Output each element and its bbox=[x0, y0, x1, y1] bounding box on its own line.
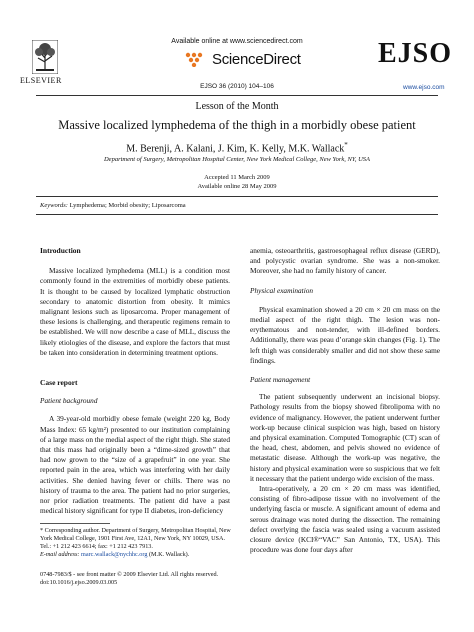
background-paragraph: A 39-year-old morbidly obese female (weight 220 kg, Body Mass Index: 65 kg/m²) presented to our institution complaining of a large mass on the medial aspect of the right thigh. She stated that this mass had originally been a “dime-sized growth” that had now grown to the “size of a grapefruit” in one year. She reported pain in the area, which was interfering with her daily activities. She denied having fever or chills. There was no history of trauma to the area. The patient had no prior surgeries, nor prior radiation treatments. The patient did have a past medical history significant for type II diabetes, iron-deficiency bbox=[40, 414, 230, 516]
management-paragraph-2: Intra-operatively, a 20 cm × 20 cm mass was identified, consisting of fibro-adipose tissue with no involvement of the underlying fascia or muscle. A significant amount of edema and serous drainage was noted during the dissection. The remaining defect overlying the fascia was sealed using a vacuum assisted closure device (KCI®“VAC” San Antonio, TX, USA). This procedure was done four days after bbox=[250, 484, 440, 555]
journal-citation: EJSO 36 (2010) 104–106 bbox=[200, 83, 274, 90]
available-online-link[interactable]: Available online at www.sciencedirect.com bbox=[171, 38, 303, 45]
section-label: Lesson of the Month bbox=[195, 101, 279, 112]
background-heading: Patient background bbox=[40, 396, 98, 406]
keywords bbox=[40, 202, 186, 209]
article-title: Massive localized lymphedema of the thigh in a morbidly obese patient bbox=[58, 118, 416, 132]
author-names: M. Berenji, A. Kalani, J. Kim, K. Kelly, M.K. Wallack bbox=[126, 143, 345, 155]
email-owner: (M.K. Wallack). bbox=[148, 551, 190, 558]
journal-url-link[interactable]: www.ejso.com bbox=[403, 84, 445, 91]
intro-paragraph: Massive localized lymphedema (MLL) is a condition most commonly found in the extremities of morbidly obese patients. It is thought to be caused by localized lymphatic obstruction secondary to anatomic distortion from obesity. It mimics malignant lesions such as liposarcoma. Proper management of these lesions is challenging, and therapeutic regimens remain to be established. We will now describe a case of MLL, discuss the likely etiologies of the disease, and explore the factors that must be taken into consideration in determining treatment options. bbox=[40, 266, 230, 357]
footnote-email bbox=[40, 551, 232, 559]
available-date: Available online 28 May 2009 bbox=[197, 182, 277, 190]
header-divider bbox=[36, 95, 438, 96]
email-label: E-mail address: bbox=[40, 551, 80, 558]
sciencedirect-label: ScienceDirect bbox=[212, 50, 301, 68]
keywords-list: Lymphedema; Morbid obesity; Liposarcoma bbox=[69, 202, 186, 209]
affiliation: Department of Surgery, Metropolitan Hospital Center, New York Medical College, New York, NY, USA bbox=[103, 156, 371, 163]
author-mark: * bbox=[344, 141, 348, 149]
doi-line[interactable]: doi:10.1016/j.ejso.2009.03.005 bbox=[40, 579, 118, 586]
copyright-line: 0748-7983/$ - see front matter © 2009 Elsevier Ltd. All rights reserved. bbox=[40, 571, 219, 578]
history-continuation: anemia, osteoarthritis, gastroesophageal reflux disease (GERD), and polycystic ovarian syndrome. She was a non-smoker. Moreover, she had no family history of cancer. bbox=[250, 246, 440, 276]
management-paragraph-1: The patient subsequently underwent an incisional biopsy. Pathology results from the biopsy showed fibrolipoma with no evidence of malignancy. However, the patient underwent further work-up because clinical suspicion was high, based on history and physical examination. Computed Tomographic (CT) scan of the head, chest, abdomen, and pelvis showed no evidence of metastatic disease. Although the work-up was negative, the history and physical examination were so suspicious that we felt it necessary that the patient undergo wide excision of the mass. bbox=[250, 392, 440, 483]
keywords-bottom-rule bbox=[36, 214, 438, 215]
keywords-label: Keywords: bbox=[40, 202, 68, 209]
management-heading: Patient management bbox=[250, 375, 311, 385]
intro-section bbox=[40, 246, 230, 358]
keywords-top-rule bbox=[36, 196, 438, 197]
journal-logo: EJSO bbox=[378, 38, 453, 69]
sciencedirect-dots-icon bbox=[184, 51, 208, 67]
case-section bbox=[40, 378, 230, 516]
footnote-corresponding: * Corresponding author. Department of Surgery, Metropolitan Hospital, New York Medical College, 1901 First Ave, 12A1, New York, NY 10029, USA. Tel.: +1 212 423 6614; fax: +1 212 423 7913. bbox=[40, 527, 231, 550]
footnote-rule bbox=[40, 523, 110, 524]
sciencedirect-logo[interactable] bbox=[184, 50, 301, 72]
exam-paragraph: Physical examination showed a 20 cm × 20 cm mass on the medial aspect of the right thigh. The lesion was non-erythematous and non-tender, with ill-defined borders. Additionally, there was peau d’orange skin changes (Fig. 1). The left thigh was considerably smaller and did not show these same findings. bbox=[250, 304, 440, 365]
email-link[interactable]: marc.wallack@nychhc.org bbox=[81, 551, 148, 558]
accepted-date: Accepted 11 March 2009 bbox=[204, 174, 270, 181]
case-heading: Case report bbox=[40, 378, 78, 387]
author-list bbox=[0, 141, 474, 154]
right-column bbox=[250, 246, 440, 555]
elsevier-tree-logo bbox=[32, 40, 58, 74]
intro-heading: Introduction bbox=[40, 246, 81, 255]
article-dates bbox=[0, 174, 474, 191]
exam-heading: Physical examination bbox=[250, 285, 314, 295]
publisher-name: ELSEVIER bbox=[20, 76, 62, 85]
